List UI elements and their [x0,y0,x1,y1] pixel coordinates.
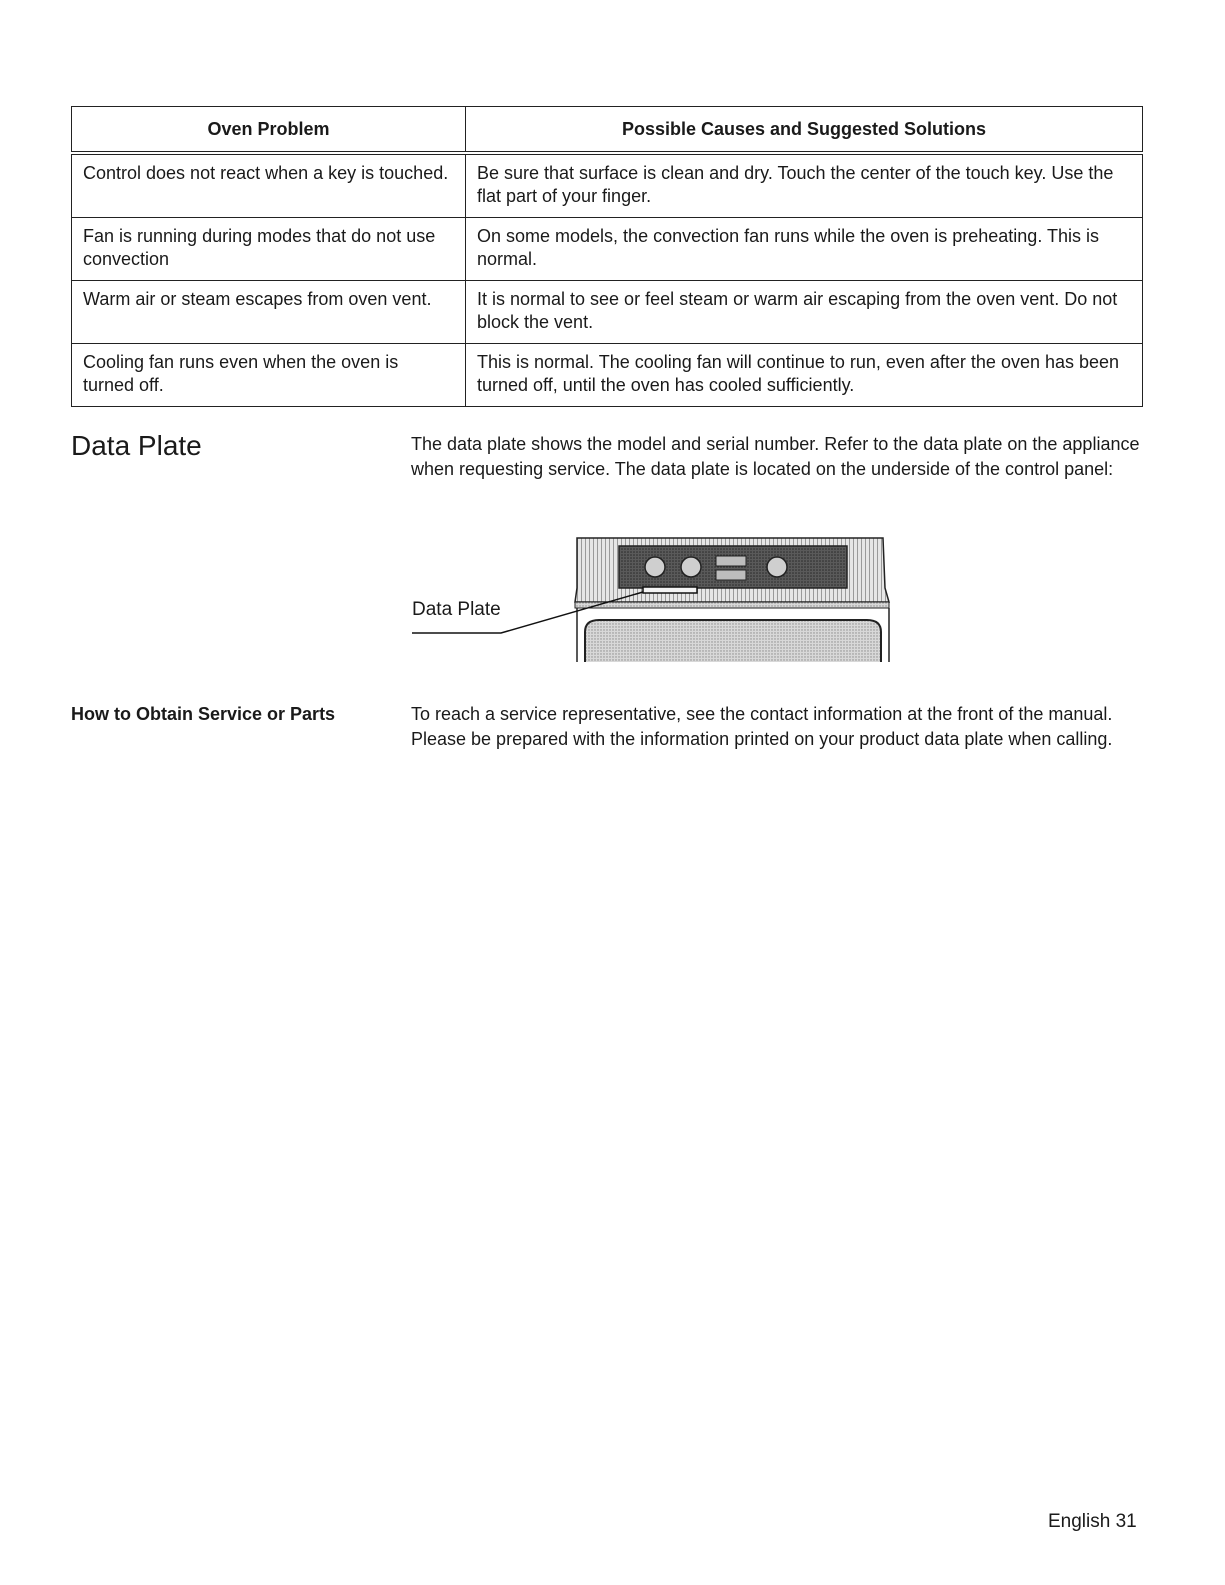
table-row [72,153,1143,218]
solution-cell: This is normal. The cooling fan will continue to run, even after the oven has been turned off, until the oven has cooled sufficiently. [466,344,1143,407]
troubleshooting-table [71,106,1143,407]
problem-cell: Cooling fan runs even when the oven is turned off. [72,344,466,407]
page-number: English 31 [1048,1511,1137,1532]
service-heading: How to Obtain Service or Parts [71,704,336,724]
data-plate-title: Data Plate [71,430,202,461]
knob-icon [681,557,701,577]
knob-icon [767,557,787,577]
column-header-problem: Oven Problem [72,107,466,154]
figure-callout-label: Data Plate [412,599,501,620]
problem-cell: Control does not react when a key is touched. [72,153,466,218]
column-header-solutions: Possible Causes and Suggested Solutions [466,107,1143,154]
table-header-row [72,107,1143,154]
data-plate-description: The data plate shows the model and serial number. Refer to the data plate on the appliance when requesting service. The data plate is located on the underside of the control panel: [411,434,1140,479]
data-plate-marker [643,587,697,593]
service-description: To reach a service representative, see the contact information at the front of the manual. Please be prepared with the information printed on your product data plate when calling. [411,704,1113,749]
problem-cell: Warm air or steam escapes from oven vent. [72,281,466,344]
table-row [72,218,1143,281]
table-row [72,344,1143,407]
solution-cell: On some models, the convection fan runs while the oven is preheating. This is normal. [466,218,1143,281]
knob-icon [645,557,665,577]
problem-cell: Fan is running during modes that do not use convection [72,218,466,281]
table-row [72,281,1143,344]
solution-cell: It is normal to see or feel steam or warm air escaping from the oven vent. Do not block the vent. [466,281,1143,344]
solution-cell: Be sure that surface is clean and dry. Touch the center of the touch key. Use the flat part of your finger. [466,153,1143,218]
